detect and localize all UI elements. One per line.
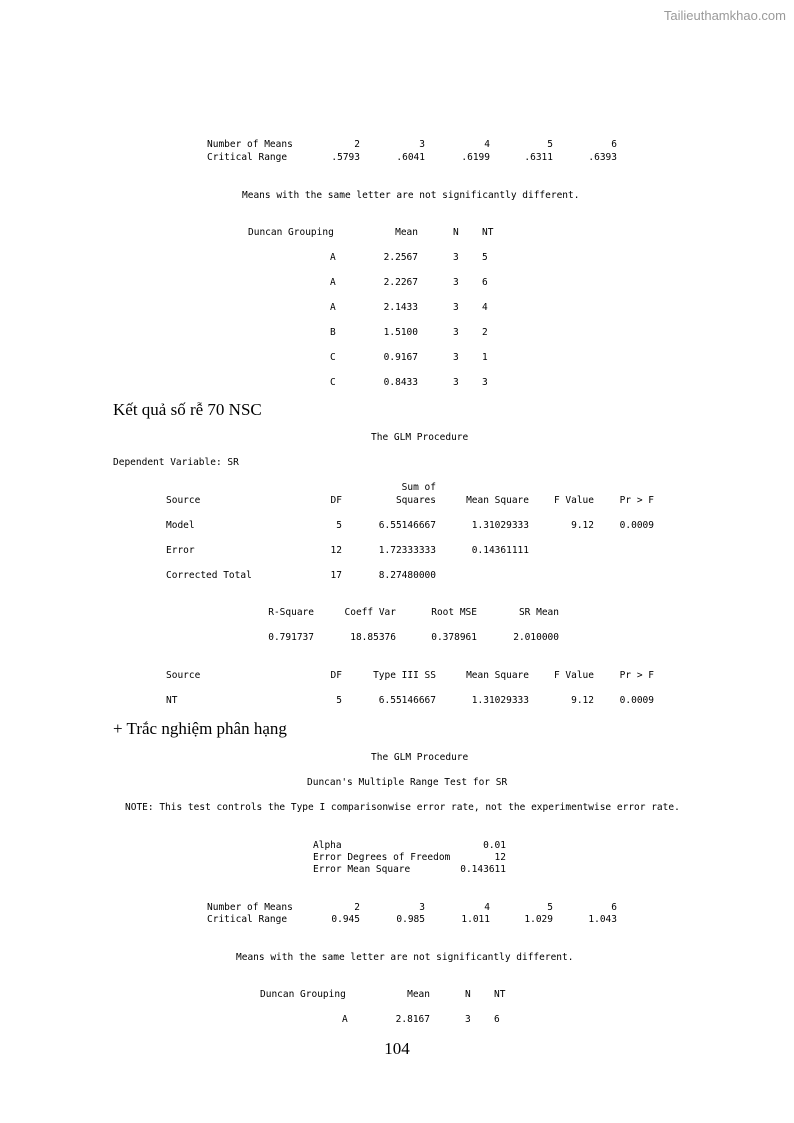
mean-value: 1.5100 <box>383 327 418 338</box>
f-value: 9.12 <box>571 520 594 531</box>
n-value: 3 <box>453 327 459 338</box>
col-header-source: Source <box>166 670 201 681</box>
fit-value: 0.791737 <box>268 632 314 643</box>
fit-header: Root MSE <box>431 607 477 618</box>
col-header-source: Source <box>166 495 201 506</box>
same-letter-note: Means with the same letter are not significantly different. <box>236 952 574 963</box>
mean-value: 2.2267 <box>383 277 418 288</box>
param-label: Error Mean Square <box>313 864 411 875</box>
number-of-means-label: Number of Means <box>207 139 293 150</box>
range-value: 1.043 <box>588 914 617 925</box>
source-value: NT <box>166 695 178 706</box>
duncan-subtitle: Duncan's Multiple Range Test for SR <box>307 777 508 788</box>
dependent-variable: Dependent Variable: SR <box>113 457 239 468</box>
param-value: 0.143611 <box>460 864 506 875</box>
param-value: 0.01 <box>483 840 506 851</box>
page-number: 104 <box>384 1039 410 1058</box>
ss-value: 8.27480000 <box>378 570 436 581</box>
means-value: 3 <box>419 139 425 150</box>
means-value: 3 <box>419 902 425 913</box>
nt-value: 6 <box>482 277 488 288</box>
range-value: .5793 <box>331 152 360 163</box>
nt-value: 4 <box>482 302 488 313</box>
means-value: 5 <box>547 902 553 913</box>
col-header-f: F Value <box>553 495 594 506</box>
range-value: .6199 <box>461 152 490 163</box>
group-letter: A <box>330 277 336 288</box>
col-header-n: N <box>465 989 471 1000</box>
col-header-p: Pr > F <box>619 495 654 506</box>
number-of-means-label: Number of Means <box>207 902 293 913</box>
col-header-nt: NT <box>494 989 506 1000</box>
df-value: 17 <box>330 570 342 581</box>
means-value: 4 <box>484 902 490 913</box>
param-label: Alpha <box>313 840 342 851</box>
ms-value: 1.31029333 <box>471 520 529 531</box>
p-value: 0.0009 <box>619 520 654 531</box>
means-value: 2 <box>354 902 360 913</box>
col-header-p: Pr > F <box>619 670 654 681</box>
means-value: 5 <box>547 139 553 150</box>
col-header-df: DF <box>330 495 342 506</box>
fit-header: SR Mean <box>518 607 559 618</box>
f-value: 9.12 <box>571 695 594 706</box>
fit-value: 0.378961 <box>431 632 477 643</box>
col-header-f: F Value <box>553 670 594 681</box>
range-value: .6041 <box>396 152 425 163</box>
mean-value: 0.8433 <box>383 377 418 388</box>
section-heading: Kết quả số rễ 70 NSC <box>113 400 262 419</box>
duncan-note: NOTE: This test controls the Type I comparisonwise error rate, not the experimentwise error rate. <box>125 802 680 813</box>
watermark: Tailieuthamkhao.com <box>663 8 786 23</box>
col-header-ms: Mean Square <box>466 670 529 681</box>
df-value: 12 <box>330 545 342 556</box>
group-letter: A <box>330 252 336 263</box>
nt-value: 1 <box>482 352 488 363</box>
ss-value: 1.72333333 <box>378 545 436 556</box>
source-value: Error <box>166 545 195 556</box>
param-value: 12 <box>494 852 506 863</box>
mean-value: 2.2567 <box>383 252 418 263</box>
col-header-type3-ss: Type III SS <box>373 670 436 681</box>
section-heading: + Trắc nghiệm phân hạng <box>113 719 287 738</box>
means-value: 2 <box>354 139 360 150</box>
ss-value: 6.55146667 <box>378 695 436 706</box>
nt-value: 3 <box>482 377 488 388</box>
range-value: 1.011 <box>461 914 490 925</box>
nt-value: 6 <box>494 1014 500 1025</box>
p-value: 0.0009 <box>619 695 654 706</box>
ms-value: 0.14361111 <box>471 545 529 556</box>
fit-value: 2.010000 <box>513 632 559 643</box>
duncan-glm-title: The GLM Procedure <box>371 752 469 763</box>
n-value: 3 <box>453 252 459 263</box>
col-header-ms: Mean Square <box>466 495 529 506</box>
fit-value: 18.85376 <box>350 632 396 643</box>
col-header-mean: Mean <box>395 227 418 238</box>
fit-header: Coeff Var <box>344 607 396 618</box>
means-value: 4 <box>484 139 490 150</box>
means-value: 6 <box>611 902 617 913</box>
col-header-df: DF <box>330 670 342 681</box>
fit-header: R-Square <box>268 607 314 618</box>
col-header-grouping: Duncan Grouping <box>248 227 334 238</box>
range-value: 1.029 <box>524 914 553 925</box>
range-value: 0.985 <box>396 914 425 925</box>
df-value: 5 <box>336 520 342 531</box>
col-header-n: N <box>453 227 459 238</box>
n-value: 3 <box>453 302 459 313</box>
n-value: 3 <box>453 377 459 388</box>
n-value: 3 <box>453 352 459 363</box>
col-header-grouping: Duncan Grouping <box>260 989 346 1000</box>
glm-title: The GLM Procedure <box>371 432 469 443</box>
same-letter-note: Means with the same letter are not significantly different. <box>242 190 580 201</box>
n-value: 3 <box>453 277 459 288</box>
group-letter: A <box>342 1014 348 1025</box>
range-value: 0.945 <box>331 914 360 925</box>
nt-value: 5 <box>482 252 488 263</box>
range-value: .6393 <box>588 152 617 163</box>
group-letter: C <box>330 377 336 388</box>
critical-range-label: Critical Range <box>207 914 288 925</box>
means-value: 6 <box>611 139 617 150</box>
range-value: .6311 <box>524 152 553 163</box>
critical-range-label: Critical Range <box>207 152 288 163</box>
nt-value: 2 <box>482 327 488 338</box>
group-letter: A <box>330 302 336 313</box>
group-letter: B <box>330 327 336 338</box>
ss-value: 6.55146667 <box>378 520 436 531</box>
ms-value: 1.31029333 <box>471 695 529 706</box>
mean-value: 0.9167 <box>383 352 418 363</box>
source-value: Model <box>166 520 195 531</box>
df-value: 5 <box>336 695 342 706</box>
ss-header-top: Sum of <box>401 482 436 493</box>
col-header-mean: Mean <box>407 989 430 1000</box>
group-letter: C <box>330 352 336 363</box>
mean-value: 2.8167 <box>395 1014 430 1025</box>
n-value: 3 <box>465 1014 471 1025</box>
param-label: Error Degrees of Freedom <box>313 852 451 863</box>
mean-value: 2.1433 <box>383 302 418 313</box>
col-header-nt: NT <box>482 227 494 238</box>
col-header-ss: Squares <box>395 495 436 506</box>
source-value: Corrected Total <box>166 570 252 581</box>
